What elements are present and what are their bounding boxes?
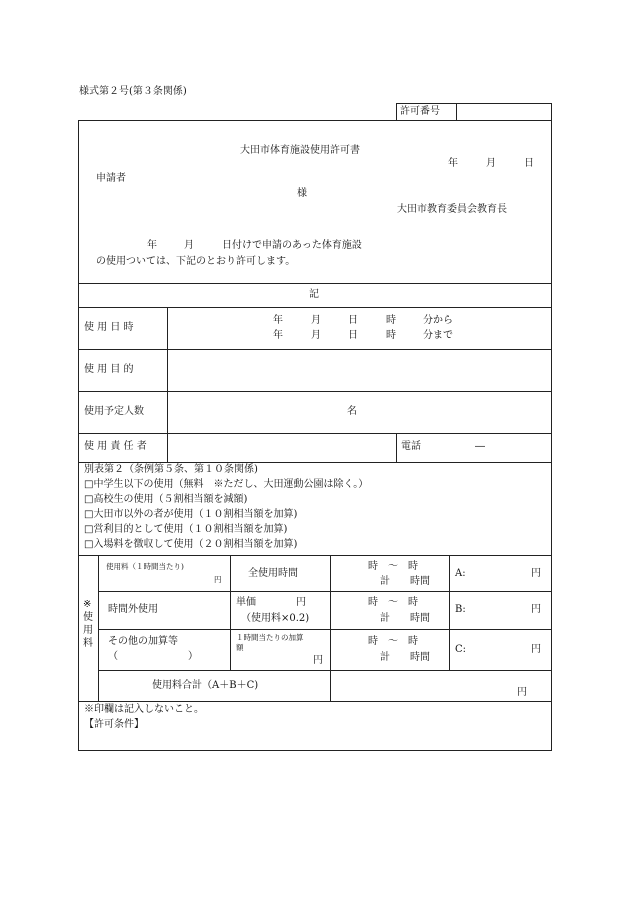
fee-total-label: 使用料合計（A＋B＋C): [152, 680, 259, 691]
divider: [78, 349, 552, 350]
date-year: 年: [448, 158, 458, 169]
time-range: 時 ～ 時: [368, 597, 418, 608]
unit-price: 単価 円: [236, 597, 306, 608]
to-month: 月: [311, 330, 321, 341]
time-range: 時 ～ 時: [368, 636, 418, 647]
yen-unit: 円: [214, 575, 222, 584]
yen-unit: 円: [531, 604, 541, 615]
fee-side-label: ※: [83, 599, 92, 610]
form-number-label: 様式第２号(第３条関係): [79, 86, 187, 97]
divider: [230, 555, 231, 670]
from-month: 月: [311, 315, 321, 326]
total-hours: 計 時間: [380, 613, 430, 624]
time-range: 時 ～ 時: [368, 561, 418, 572]
divider: [98, 670, 552, 671]
yen-unit: 円: [531, 644, 541, 655]
fee-side-label: 料: [83, 638, 93, 649]
body-text-1: 日付けで申請のあった体育施設: [222, 240, 362, 251]
responsible-person-label: 使 用 責 任 者: [84, 441, 147, 452]
divider: [98, 629, 552, 630]
checkbox-item[interactable]: □大田市以外の者が使用（１０割相当額を加算): [84, 509, 298, 520]
fee-side-label: 用: [83, 625, 93, 636]
hourly-surcharge-note: １時間当たりの加算: [236, 633, 304, 642]
appendix-title: 別表第２（条例第５条、第１０条関係): [84, 464, 258, 475]
divider: [98, 591, 552, 592]
divider: [456, 103, 457, 121]
other-surcharge-label: その他の加算等: [108, 636, 178, 647]
total-hours: 計 時間: [380, 576, 430, 587]
yen-unit: 円: [517, 687, 527, 698]
yen-unit: 円: [313, 655, 323, 666]
checkbox-item[interactable]: □入場料を徴収して使用（２０割相当額を加算): [84, 539, 298, 550]
hourly-fee-label: 使用料（１時間当たり): [106, 562, 184, 571]
divider: [167, 307, 168, 462]
date-month: 月: [486, 158, 496, 169]
phone-label: 電話: [401, 441, 421, 452]
divider: [78, 701, 552, 702]
body-month: 月: [184, 240, 194, 251]
overtime-usage-label: 時間外使用: [108, 604, 158, 615]
people-unit: 名: [347, 406, 357, 417]
divider: [78, 462, 552, 463]
note-text: ※印欄は記入しないこと。: [84, 704, 204, 715]
total-usage-time-label: 全使用時間: [248, 568, 298, 579]
expected-people-label: 使用予定人数: [84, 406, 144, 417]
divider: [78, 283, 552, 284]
ki-label: 記: [309, 289, 319, 300]
other-surcharge-paren: （ ）: [108, 651, 198, 662]
fee-code-a: A:: [455, 568, 466, 579]
fee-code-c: C:: [455, 644, 467, 655]
hourly-surcharge-note: 額: [236, 643, 244, 652]
divider: [78, 391, 552, 392]
honorific: 様: [297, 188, 307, 199]
checkbox-item[interactable]: □高校生の使用（５割相当額を減額): [84, 494, 248, 505]
applicant-label: 申請者: [96, 173, 126, 184]
phone-separator: ―: [475, 441, 485, 452]
date-day: 日: [524, 158, 534, 169]
to-day: 日: [348, 330, 358, 341]
to-year: 年: [273, 330, 283, 341]
to-minute: 分まで: [423, 330, 453, 341]
unit-price-note: （使用料×0.2): [241, 613, 310, 624]
from-day: 日: [348, 315, 358, 326]
permit-number-label: 許可番号: [400, 106, 440, 117]
total-hours: 計 時間: [380, 652, 430, 663]
checkbox-item[interactable]: □営利目的として使用（１０割相当額を加算): [84, 524, 288, 535]
from-hour: 時: [386, 315, 396, 326]
permit-conditions-label: 【許可条件】: [84, 719, 144, 730]
divider: [449, 555, 450, 670]
from-minute: 分から: [423, 315, 453, 326]
divider: [330, 555, 331, 701]
checkbox-item[interactable]: □中学生以下の使用（無料 ※ただし、大田運動公園は除く。）: [84, 479, 369, 490]
divider: [78, 307, 552, 308]
fee-code-b: B:: [455, 604, 466, 615]
yen-unit: 円: [531, 568, 541, 579]
usage-datetime-label: 使 用 日 時: [84, 322, 134, 333]
usage-purpose-label: 使 用 目 的: [84, 364, 134, 375]
fee-side-label: 使: [83, 612, 93, 623]
body-text-2: の使用ついては、下記のとおり許可します。: [96, 256, 296, 267]
divider: [78, 433, 552, 434]
to-hour: 時: [386, 330, 396, 341]
issuer: 大田市教育委員会教育長: [397, 204, 507, 215]
document-title: 大田市体育施設使用許可書: [240, 145, 360, 156]
from-year: 年: [273, 315, 283, 326]
divider: [396, 433, 397, 462]
divider: [78, 555, 552, 556]
divider: [98, 555, 99, 701]
body-year: 年: [147, 240, 157, 251]
